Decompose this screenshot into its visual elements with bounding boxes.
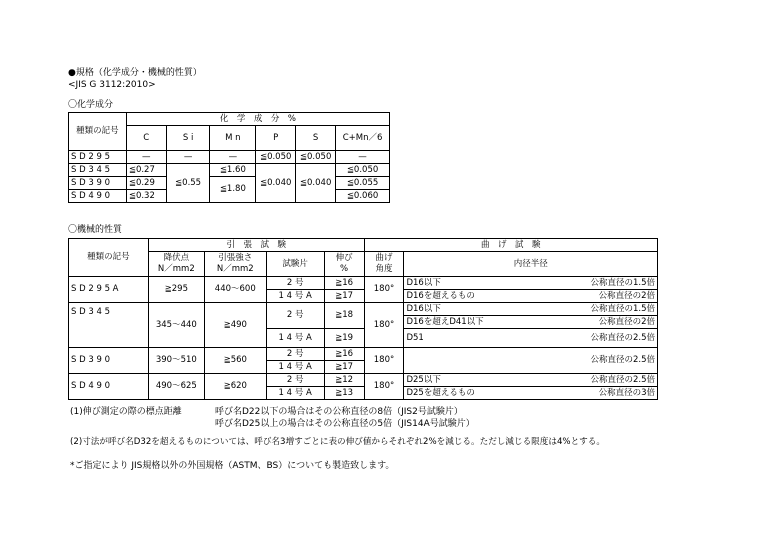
tensile-unit: N／mm2: [216, 264, 254, 274]
note-2: (2)寸法が呼び名D32を超えるものについては、呼び名3増すごとに表の伸び値からそれぞれ2%を減じる。ただし減じる限度は4%とする。: [70, 437, 605, 447]
mech-kind: S D 2 9 5 A: [69, 277, 149, 303]
radius-value: 公称直径の2倍: [598, 316, 655, 327]
tensile-label: 引張強さ: [218, 253, 253, 263]
elong-label: 伸び: [335, 253, 353, 263]
chem-mn-merged: ≦1.80: [210, 177, 256, 203]
standard-reference: <JIS G 3112:2010>: [68, 80, 156, 90]
mech-radius: 公称直径の2.5倍: [404, 348, 658, 374]
note-3: *ご指定により JIS規格以外の外国規格（ASTM、BS）についても製造致します。: [70, 461, 395, 471]
chem-p-merged: ≦0.040: [256, 164, 296, 203]
mech-elong: ≧18: [324, 303, 364, 329]
mech-angle: 180°: [364, 348, 404, 374]
chem-si: —: [166, 151, 210, 164]
chem-c: ≦0.27: [126, 164, 166, 177]
mech-angle-header: [364, 252, 404, 277]
yield-unit: N／mm2: [157, 264, 195, 274]
mech-yield: 390～510: [148, 348, 204, 374]
radius-value: 公称直径の2.5倍: [590, 332, 655, 343]
mech-kind: S D 3 4 5: [69, 303, 149, 348]
mech-specimen: 2 号: [266, 348, 324, 361]
mech-radius: [404, 329, 658, 348]
chem-col-s: S: [296, 126, 336, 151]
mech-elong: ≧16: [324, 348, 364, 361]
mech-elong: ≧12: [324, 374, 364, 387]
mech-specimen: 1 4 号 A: [266, 329, 324, 348]
chem-col-mn: M n: [210, 126, 256, 151]
radius-size: D51: [406, 332, 424, 343]
chem-kind: S D 4 9 0: [69, 190, 127, 203]
mech-angle: 180°: [364, 303, 404, 348]
mech-specimen: 1 4 号 A: [266, 361, 324, 374]
radius-size: D25以下: [406, 374, 441, 385]
radius-size: D16以下: [406, 303, 441, 314]
mech-elong: ≧19: [324, 329, 364, 348]
chem-p: ≦0.050: [256, 151, 296, 164]
chem-kind: S D 3 9 0: [69, 177, 127, 190]
mech-kind: S D 4 9 0: [69, 374, 149, 400]
mech-specimen: 1 4 号 A: [266, 290, 324, 303]
chem-mn: —: [210, 151, 256, 164]
elong-unit: %: [340, 264, 349, 274]
mech-elong: ≧16: [324, 277, 364, 290]
mech-tensile-header: [204, 252, 266, 277]
yield-label: 降伏点: [163, 253, 190, 263]
mech-radius: [404, 277, 658, 290]
mech-kind: S D 3 9 0: [69, 348, 149, 374]
mech-yield: 490～625: [148, 374, 204, 400]
note-1-label: (1)伸び測定の際の標点距離: [70, 407, 182, 417]
chem-mn: ≦1.60: [210, 164, 256, 177]
mech-yield: 345～440: [148, 303, 204, 348]
chemical-section-title: 〇化学成分: [68, 100, 114, 110]
mech-specimen: 1 4 号 A: [266, 387, 324, 400]
note-1-line-2: 呼び名D25以上の場合はその公称直径の5倍（JIS14A号試験片）: [215, 419, 475, 429]
mech-radius: [404, 290, 658, 303]
mech-tension-header: 引 張 試 験: [148, 239, 364, 252]
chem-s: ≦0.050: [296, 151, 336, 164]
page-title: ●規格（化学成分・機械的性質）: [68, 68, 202, 78]
radius-size: D16以下: [406, 277, 441, 288]
mech-bend-header: 曲 げ 試 験: [364, 239, 657, 252]
mech-specimen: 2 号: [266, 374, 324, 387]
mech-kind-header: 種類の記号: [69, 239, 149, 277]
mech-elong: ≧17: [324, 290, 364, 303]
mechanical-properties-table: [68, 238, 658, 400]
mech-yield: ≧295: [148, 277, 204, 303]
chem-kind: S D 2 9 5: [69, 151, 127, 164]
mech-specimen: 2 号: [266, 303, 324, 329]
chem-col-p: P: [256, 126, 296, 151]
mech-radius: [404, 387, 658, 400]
mechanical-section-title: 〇機械的性質: [68, 225, 123, 235]
chem-col-ce: C+Mn／6: [336, 126, 390, 151]
mech-elong: ≧13: [324, 387, 364, 400]
chem-ce: ≦0.055: [336, 177, 390, 190]
mech-radius: [404, 303, 658, 316]
chem-c: ≦0.32: [126, 190, 166, 203]
mech-radius: [404, 316, 658, 329]
radius-value: 公称直径の1.5倍: [590, 303, 655, 314]
note-1-line-1: 呼び名D22以下の場合はその公称直径の8倍（JIS2号試験片）: [215, 407, 463, 417]
mech-specimen-header: 試験片: [266, 252, 324, 277]
mech-yield-header: [148, 252, 204, 277]
chem-ce: —: [336, 151, 390, 164]
mech-tensile: ≧490: [204, 303, 266, 348]
mech-radius-header: 内径半径: [404, 252, 658, 277]
chem-si-merged: ≦0.55: [166, 164, 210, 203]
chemical-composition-table: [68, 112, 390, 203]
mech-specimen: 2 号: [266, 277, 324, 290]
mech-tensile: 440～600: [204, 277, 266, 303]
chem-col-si: S i: [166, 126, 210, 151]
radius-value: 公称直径の3倍: [598, 387, 655, 398]
radius-value: 公称直径の1.5倍: [590, 277, 655, 288]
chem-col-c: C: [126, 126, 166, 151]
mech-tensile: ≧560: [204, 348, 266, 374]
radius-size: D16を超えD41以下: [406, 316, 484, 327]
mech-tensile: ≧620: [204, 374, 266, 400]
radius-value: 公称直径の2倍: [598, 290, 655, 301]
chem-c: —: [126, 151, 166, 164]
mech-angle: 180°: [364, 277, 404, 303]
radius-size: D25を超えるもの: [406, 387, 475, 398]
mech-elong-header: [324, 252, 364, 277]
mech-radius: [404, 374, 658, 387]
chem-c: ≦0.29: [126, 177, 166, 190]
chem-kind: S D 3 4 5: [69, 164, 127, 177]
mech-elong: ≧17: [324, 361, 364, 374]
radius-value: 公称直径の2.5倍: [590, 374, 655, 385]
chem-ce: ≦0.050: [336, 164, 390, 177]
chem-group-header: 化 学 成 分 %: [126, 113, 389, 126]
angle-label: 曲げ: [375, 253, 393, 263]
mech-angle: 180°: [364, 374, 404, 400]
chem-ce: ≦0.060: [336, 190, 390, 203]
radius-size: D16を超えるもの: [406, 290, 475, 301]
angle-label-2: 角度: [375, 264, 393, 274]
chem-s-merged: ≦0.040: [296, 164, 336, 203]
chem-kind-header: 種類の記号: [69, 113, 127, 151]
